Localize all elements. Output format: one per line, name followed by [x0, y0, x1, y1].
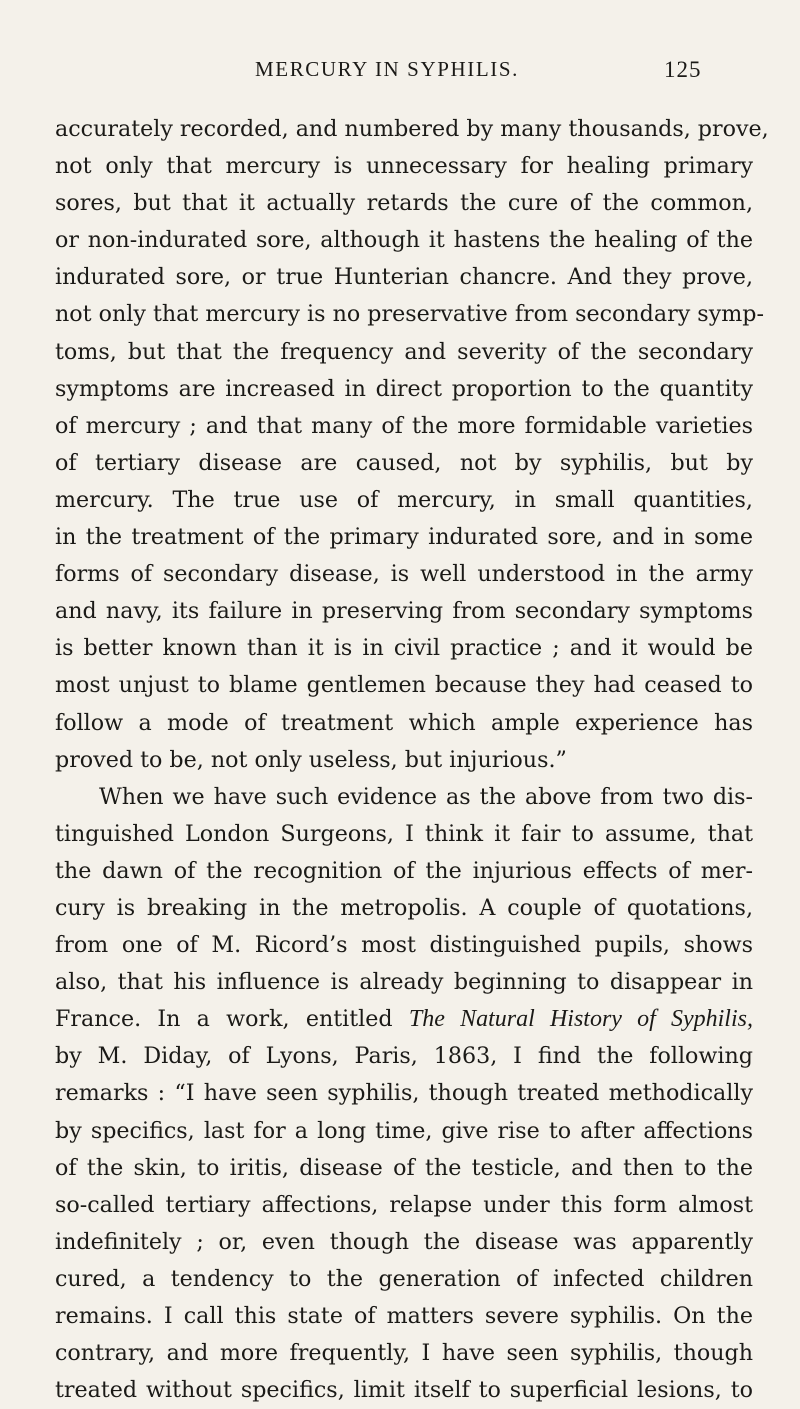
book-title: The Natural History of Syphilis, [408, 1006, 753, 1033]
text-line: cured, a tendency to the generation of infected children [55, 1265, 753, 1292]
text-line: forms of secondary disease, is well understood in the army [55, 561, 753, 588]
text-line: indurated sore, or true Hunterian chancre. And they prove, [55, 264, 753, 291]
text-line: remains. I call this state of matters severe syphilis. On the [55, 1303, 753, 1329]
text-line: most unjust to blame gentlemen because they had ceased to [55, 672, 753, 699]
text-line: by M. Diday, of Lyons, Paris, 1863, I find the following [55, 1043, 753, 1070]
text-line: follow a mode of treatment which ample experience has [55, 709, 753, 736]
text-line: cury is breaking in the metropolis. A couple of quotations, [55, 894, 753, 921]
text-line: remarks : “I have seen syphilis, though treated methodically [55, 1080, 753, 1107]
text-line: not only that mercury is no preservative from secondary symp- [55, 301, 764, 328]
text-line: accurately recorded, and numbered by many thousands, prove, [55, 116, 769, 142]
text-line: of the skin, to iritis, disease of the testicle, and then to the [55, 1154, 753, 1181]
running-head [0, 57, 800, 91]
text-line: in the treatment of the primary indurated sore, and in some [55, 524, 753, 551]
line-text: France. In a work, entitled [55, 1006, 393, 1033]
text-line: is better known than it is in civil practice ; and it would be [55, 635, 753, 662]
paragraph-first-line: When we have such evidence as the above from two dis- [99, 783, 753, 810]
text-line: symptoms are increased in direct proportion to the quantity [55, 375, 753, 402]
body-text [55, 111, 769, 1409]
running-title: MERCURY IN SYPHILIS. [255, 57, 520, 81]
text-line: from one of M. Ricord’s most distinguished pupils, shows [55, 932, 753, 959]
text-line: tinguished London Surgeons, I think it fair to assume, that [55, 820, 753, 847]
text-line: toms, but that the frequency and severity of the secondary [55, 338, 753, 365]
text-line: the dawn of the recognition of the injurious effects of mer- [55, 857, 753, 884]
text-line: so-called tertiary affections, relapse under this form almost [55, 1191, 753, 1218]
text-line: sores, but that it actually retards the cure of the common, [55, 190, 753, 217]
text-line: mercury. The true use of mercury, in small quantities, [55, 486, 753, 513]
text-line: of mercury ; and that many of the more formidable varieties [55, 412, 753, 439]
text-line: and navy, its failure in preserving from secondary symptoms [55, 598, 753, 625]
text-line: indefinitely ; or, even though the disease was apparently [55, 1228, 753, 1255]
paragraph-end-line: proved to be, not only useless, but injurious.” [55, 746, 567, 773]
page-number: 125 [664, 57, 702, 82]
text-line: not only that mercury is unnecessary for healing primary [55, 153, 753, 180]
text-line: treated without specifics, limit itself to superficial lesions, to [55, 1377, 753, 1404]
text-line: by specifics, last for a long time, give rise to after affections [55, 1117, 753, 1144]
text-line: of tertiary disease are caused, not by syphilis, but by [55, 449, 753, 476]
text-line: also, that his influence is already beginning to disappear in [55, 969, 753, 996]
text-line: or non-indurated sore, although it hastens the healing of the [55, 227, 753, 254]
text-line-with-title [55, 1001, 753, 1038]
text-line: contrary, and more frequently, I have seen syphilis, though [55, 1340, 753, 1367]
